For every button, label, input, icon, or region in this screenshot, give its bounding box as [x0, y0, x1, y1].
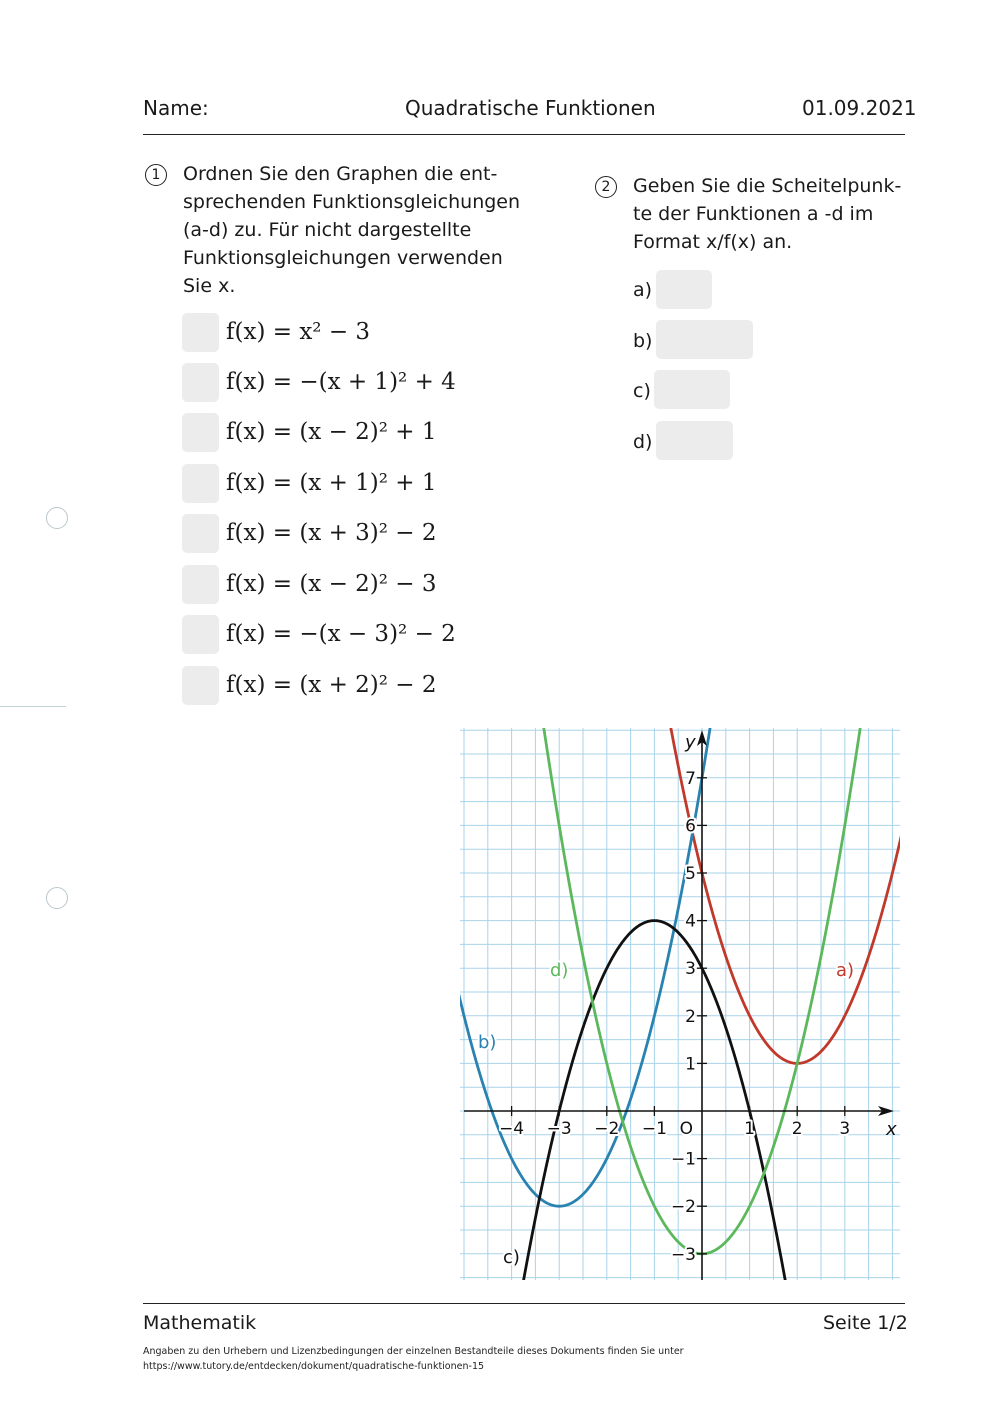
- x-tick-label: −3: [546, 1119, 572, 1139]
- license-line-1: Angaben zu den Urhebern und Lizenzbedingungen der einzelnen Bestandteile dieses Dokuments finden Sie unter: [143, 1346, 684, 1357]
- x-tick-label: −1: [641, 1119, 667, 1139]
- punch-hole-top: [46, 507, 68, 529]
- answer-label-b: b): [633, 330, 653, 352]
- answer-box-eq1[interactable]: [182, 313, 219, 352]
- answer-box-eq6[interactable]: [182, 565, 219, 604]
- equation-3: f(x) = (x − 2)² + 1: [226, 419, 437, 445]
- answer-box-eq2[interactable]: [182, 363, 219, 402]
- vertex-answer-d[interactable]: [656, 421, 733, 460]
- header-rule: [143, 134, 905, 135]
- page-title: Quadratische Funktionen: [405, 96, 656, 120]
- curve-label-a: a): [836, 960, 855, 981]
- y-axis-label: y: [685, 732, 696, 753]
- vertex-answer-a[interactable]: [656, 270, 712, 309]
- vertex-answer-c[interactable]: [654, 370, 730, 409]
- equation-1: f(x) = x² − 3: [226, 319, 371, 345]
- y-tick-label: −3: [670, 1244, 696, 1265]
- curve-label-c: c): [503, 1247, 520, 1268]
- x-tick-label: 3: [839, 1119, 851, 1139]
- y-tick-label: −1: [670, 1149, 696, 1170]
- y-tick-label: 6: [685, 816, 696, 837]
- answer-box-eq7[interactable]: [182, 615, 219, 654]
- page-number: Seite 1/2: [823, 1312, 908, 1334]
- parabola-graph: [460, 728, 900, 1280]
- subject: Mathematik: [143, 1312, 257, 1334]
- answer-label-a: a): [633, 279, 653, 301]
- date: 01.09.2021: [802, 96, 917, 120]
- curve-label-b: b): [478, 1032, 497, 1053]
- license-note: [143, 1344, 684, 1374]
- y-tick-label: 4: [685, 911, 696, 932]
- equation-4: f(x) = (x + 1)² + 1: [226, 470, 437, 496]
- x-tick-label: −4: [499, 1119, 525, 1139]
- equation-8: f(x) = (x + 2)² − 2: [226, 672, 437, 698]
- y-tick-label: 1: [685, 1054, 696, 1075]
- y-tick-label: −2: [670, 1197, 696, 1218]
- answer-label-c: c): [633, 380, 651, 402]
- equation-5: f(x) = (x + 3)² − 2: [226, 520, 437, 546]
- name-label: Name:: [143, 96, 209, 120]
- task1-number: 1: [145, 164, 167, 186]
- footer-rule: [143, 1303, 905, 1304]
- license-url[interactable]: https://www.tutory.de/entdecken/dokument/quadratische-funktionen-15: [143, 1361, 485, 1372]
- x-tick-label: 1: [744, 1119, 756, 1139]
- answer-box-eq4[interactable]: [182, 464, 219, 503]
- parabola-d: [460, 728, 900, 1254]
- equation-6: f(x) = (x − 2)² − 3: [226, 571, 437, 597]
- task2-instructions: Geben Sie die Scheitelpunk- te der Funktionen a -d im Format x/f(x) an.: [633, 175, 902, 253]
- task2-number: 2: [595, 176, 617, 198]
- equation-7: f(x) = −(x − 3)² − 2: [226, 621, 456, 647]
- origin-label: O: [679, 1119, 693, 1139]
- y-tick-label: 3: [685, 959, 696, 980]
- curve-label-d: d): [550, 960, 569, 981]
- equation-2: f(x) = −(x + 1)² + 4: [226, 369, 456, 395]
- answer-box-eq3[interactable]: [182, 413, 219, 452]
- answer-box-eq5[interactable]: [182, 514, 219, 553]
- y-tick-label: 2: [685, 1006, 696, 1027]
- x-axis-label: x: [886, 1119, 897, 1140]
- answer-box-eq8[interactable]: [182, 666, 219, 705]
- parabola-c: [460, 921, 900, 1280]
- vertex-answer-b[interactable]: [656, 320, 753, 359]
- x-tick-label: 2: [791, 1119, 803, 1139]
- x-tick-label: −2: [594, 1119, 620, 1139]
- task1-instructions: Ordnen Sie den Graphen die ent- sprechenden Funktionsgleichungen (a-d) zu. Für nicht dargestellte Funktionsgleichungen verwenden Sie x.: [183, 163, 521, 297]
- y-tick-label: 7: [685, 768, 696, 789]
- y-tick-label: 5: [685, 864, 696, 884]
- punch-hole-bottom: [46, 887, 68, 909]
- fold-mark: [0, 706, 66, 707]
- answer-label-d: d): [633, 431, 653, 453]
